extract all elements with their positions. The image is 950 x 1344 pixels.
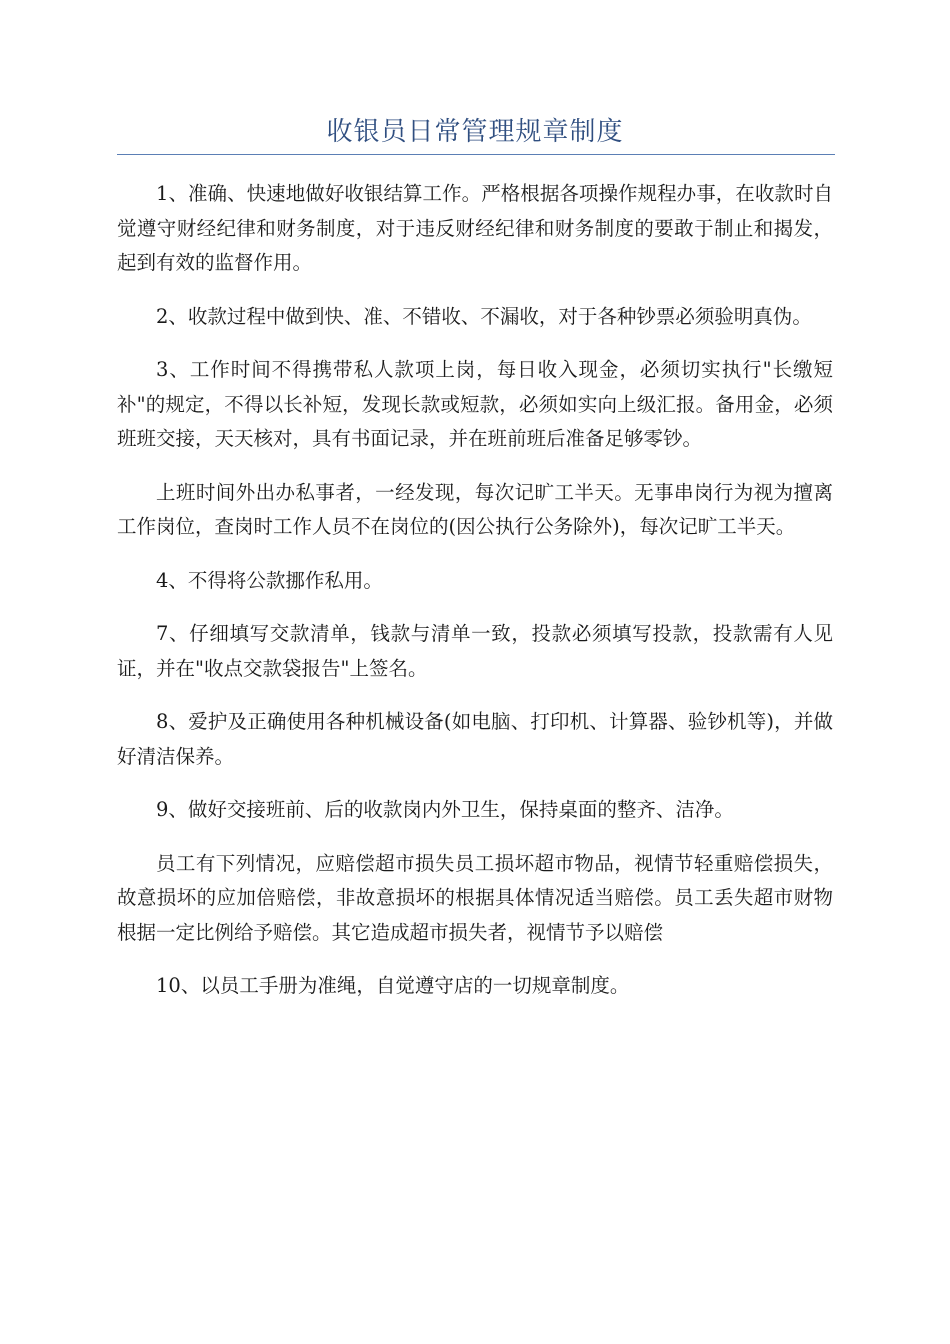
document-title: 收银员日常管理规章制度 [326, 117, 624, 147]
paragraph-3: 3、工作时间不得携带私人款项上岗，每日收入现金，必须切实执行"长缴短补"的规定，不得以长补短，发现长款或短款，必须如实向上级汇报。备用金，必须班班交接，天天核对，具有书面记录，并在班前班后准备足够零钞。 [117, 358, 833, 450]
title-underline [117, 154, 835, 155]
paragraph-7: 8、爱护及正确使用各种机械设备(如电脑、打印机、计算器、验钞机等)，并做好清洁保养。 [117, 710, 833, 768]
document-page [117, 112, 833, 1023]
paragraph-5: 4、不得将公款挪作私用。 [156, 568, 383, 592]
document-body [117, 177, 833, 1004]
paragraph-10: 10、以员工手册为准绳，自觉遵守店的一切规章制度。 [156, 974, 630, 997]
paragraph-6: 7、仔细填写交款清单，钱款与清单一致，投款必须填写投款，投款需有人见证，并在"收点交款袋报告"上签名。 [117, 622, 833, 680]
paragraph-2: 2、收款过程中做到快、准、不错收、不漏收，对于各种钞票必须验明真伪。 [156, 304, 812, 328]
paragraph-1: 1、准确、快速地做好收银结算工作。严格根据各项操作规程办事，在收款时自觉遵守财经纪律和财务制度，对于违反财经纪律和财务制度的要敢于制止和揭发，起到有效的监督作用。 [117, 182, 833, 274]
paragraph-4: 上班时间外出办私事者，一经发现，每次记旷工半天。无事串岗行为视为擅离工作岗位，查岗时工作人员不在岗位的(因公执行公务除外)，每次记旷工半天。 [117, 480, 833, 538]
paragraph-8: 9、做好交接班前、后的收款岗内外卫生，保持桌面的整齐、洁净。 [156, 798, 734, 821]
paragraph-9: 员工有下列情况，应赔偿超市损失员工损坏超市物品，视情节轻重赔偿损失，故意损坏的应加倍赔偿，非故意损坏的根据具体情况适当赔偿。员工丢失超市财物根据一定比例给予赔偿。其它造成超市损失者，视情节予以赔偿 [117, 851, 833, 944]
